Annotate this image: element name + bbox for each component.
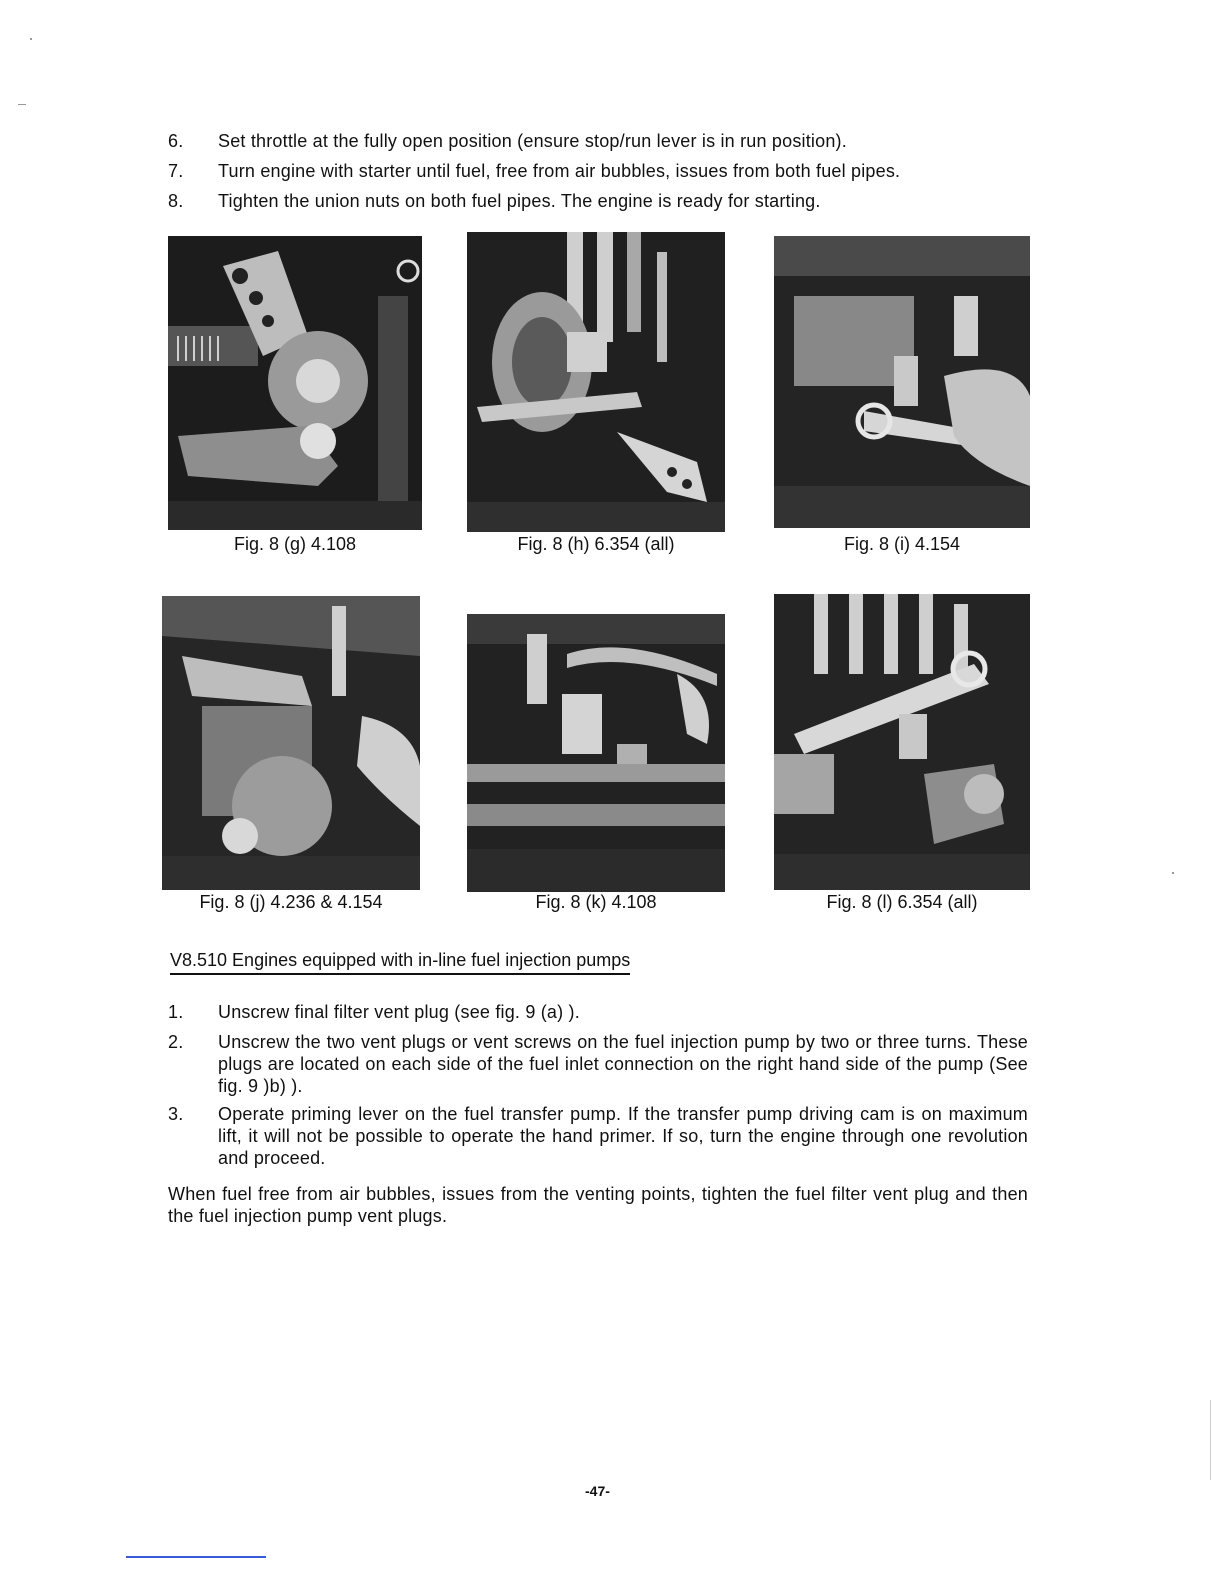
scan-speck — [1210, 1400, 1211, 1480]
figure-caption-h: Fig. 8 (h) 6.354 (all) — [517, 534, 675, 554]
figure-photo-k — [467, 614, 725, 892]
step-1 — [168, 1001, 1028, 1023]
scan-speck — [18, 104, 26, 105]
step-2 — [168, 1031, 1028, 1097]
step-text: Set throttle at the fully open position (ensure stop/run lever is in run position). — [218, 131, 847, 151]
figure-photo-h — [467, 232, 725, 532]
step-7 — [168, 160, 1028, 182]
footer-rule — [126, 1556, 266, 1558]
scan-speck — [30, 38, 32, 40]
figure-photo-l — [774, 594, 1030, 890]
step-text: Operate priming lever on the fuel transfer pump. If the transfer pump driving cam is on maximum lift, it will not be possible to operate the hand primer. If so, turn the engine through one revolution and proceed. — [218, 1104, 1028, 1168]
figure-photo-i — [774, 236, 1030, 528]
figure-photo-g — [168, 236, 422, 530]
figure-caption-k: Fig. 8 (k) 4.108 — [535, 892, 657, 912]
section-heading: V8.510 Engines equipped with in-line fuel injection pumps — [170, 948, 630, 975]
figure-caption-g: Fig. 8 (g) 4.108 — [233, 534, 357, 554]
step-6 — [168, 130, 1028, 152]
step-number: 2. — [168, 1032, 184, 1052]
step-text: Unscrew the two vent plugs or vent screws on the fuel injection pump by two or three turns. These plugs are located on each side of the fuel inlet connection on the right hand side of the pump (See fig. 9 )b) ). — [218, 1032, 1028, 1096]
step-8 — [168, 190, 1028, 212]
figure-photo-j — [162, 596, 420, 890]
figure-caption-i: Fig. 8 (i) 4.154 — [843, 534, 961, 554]
closing-paragraph: When fuel free from air bubbles, issues from the venting points, tighten the fuel filter vent plug and then the fuel injection pump vent plugs. — [168, 1184, 1028, 1226]
step-text: Turn engine with starter until fuel, free from air bubbles, issues from both fuel pipes. — [218, 161, 901, 181]
figure-caption-j: Fig. 8 (j) 4.236 & 4.154 — [199, 892, 383, 912]
step-3 — [168, 1103, 1028, 1169]
step-text: Unscrew final filter vent plug (see fig. 9 (a) ). — [218, 1002, 580, 1022]
step-number: 6. — [168, 131, 184, 151]
step-number: 3. — [168, 1104, 184, 1124]
page-number: -47- — [585, 1483, 610, 1499]
step-text: Tighten the union nuts on both fuel pipes. The engine is ready for starting. — [218, 191, 821, 211]
step-number: 1. — [168, 1002, 184, 1022]
figure-caption-l: Fig. 8 (l) 6.354 (all) — [826, 892, 978, 912]
scan-speck — [1172, 872, 1174, 874]
step-number: 7. — [168, 161, 184, 181]
step-number: 8. — [168, 191, 184, 211]
